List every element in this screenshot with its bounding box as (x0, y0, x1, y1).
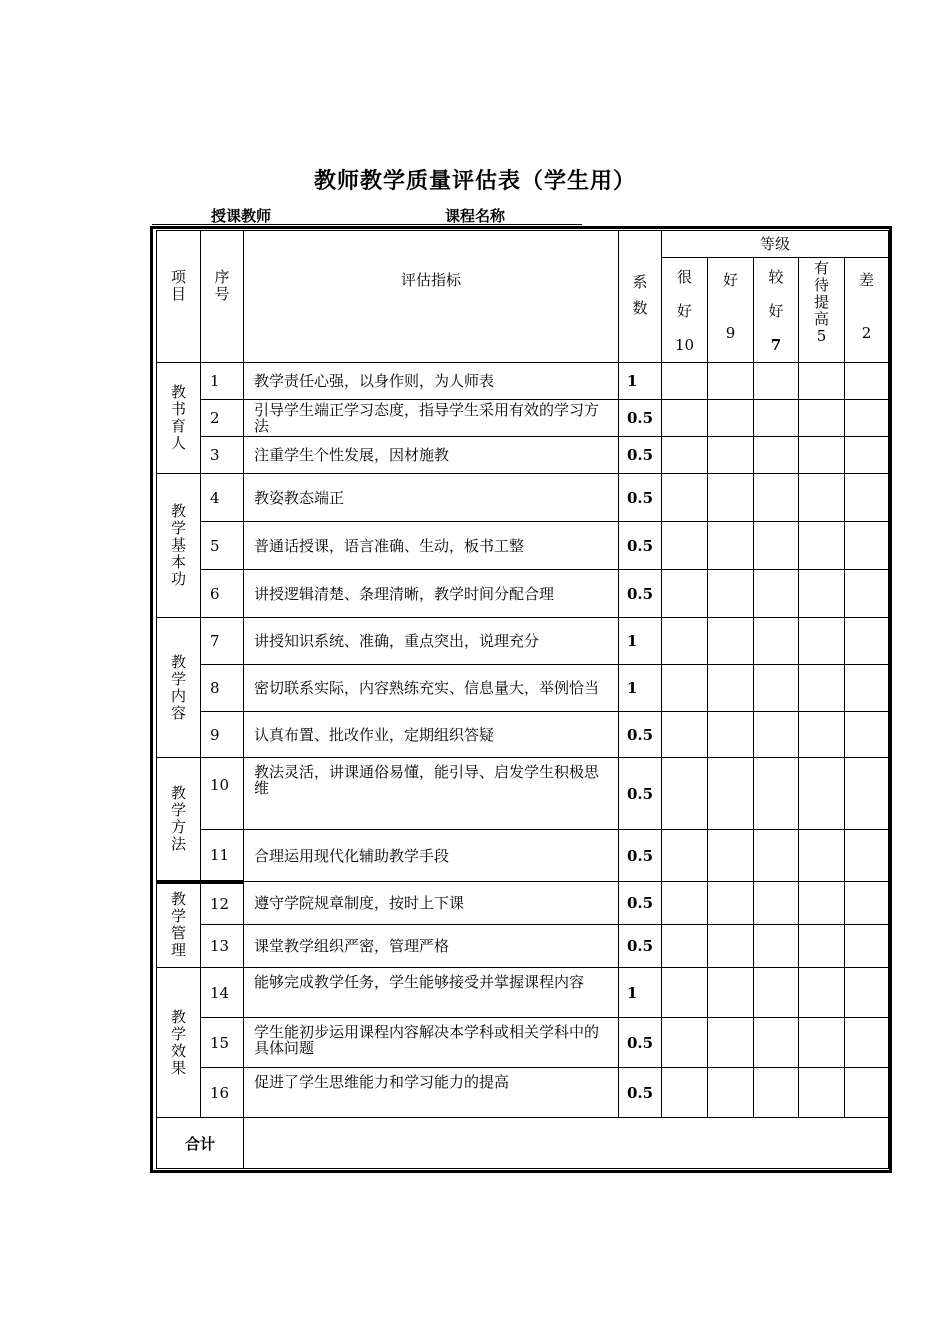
grade-good-score: 9 (725, 323, 736, 342)
category-label: 教学效果 (170, 1007, 186, 1077)
rating-cell[interactable] (754, 400, 799, 437)
rating-cell[interactable] (845, 830, 889, 882)
rating-cell[interactable] (845, 437, 889, 474)
header-seq (201, 231, 244, 363)
table-row (157, 1018, 889, 1068)
row-coef: 0.5 (619, 474, 662, 522)
row-coef: 1 (619, 968, 662, 1018)
rating-cell[interactable] (662, 618, 708, 665)
row-coef: 0.5 (619, 1018, 662, 1068)
rating-cell[interactable] (662, 882, 708, 925)
row-coef: 0.5 (619, 400, 662, 437)
rating-cell[interactable] (754, 570, 799, 618)
rating-cell[interactable] (708, 882, 754, 925)
rating-cell[interactable] (708, 758, 754, 830)
header-coef (619, 231, 662, 363)
rating-cell[interactable] (754, 363, 799, 400)
row-indicator: 注重学生个性发展，因材施教 (244, 437, 619, 474)
row-coef: 0.5 (619, 830, 662, 882)
rating-cell[interactable] (662, 363, 708, 400)
rating-cell[interactable] (845, 618, 889, 665)
rating-cell[interactable] (708, 712, 754, 758)
grade-good (708, 258, 754, 363)
row-indicator: 密切联系实际，内容熟练充实、信息量大，举例恰当 (244, 665, 619, 712)
category-label: 教书育人 (170, 383, 186, 452)
rating-cell[interactable] (754, 758, 799, 830)
category-label: 教学方法 (170, 783, 186, 853)
row-seq: 8 (201, 665, 244, 712)
row-coef: 0.5 (619, 570, 662, 618)
row-indicator: 讲授知识系统、准确，重点突出，说理充分 (244, 618, 619, 665)
row-seq: 6 (201, 570, 244, 618)
grade-needs-improvement (799, 258, 845, 363)
rating-cell[interactable] (799, 665, 845, 712)
rating-cell[interactable] (845, 968, 889, 1018)
rating-cell[interactable] (799, 474, 845, 522)
rating-cell[interactable] (845, 1068, 889, 1118)
grade-poor-score: 2 (861, 323, 872, 342)
table-row (157, 758, 889, 830)
rating-cell[interactable] (708, 437, 754, 474)
row-indicator: 认真布置、批改作业，定期组织答疑 (244, 712, 619, 758)
rating-cell[interactable] (799, 968, 845, 1018)
row-indicator: 课堂教学组织严密，管理严格 (244, 925, 619, 968)
row-indicator: 能够完成教学任务，学生能够接受并掌握课程内容 (244, 968, 619, 1018)
category-label: 教学管理 (170, 890, 186, 960)
rating-cell[interactable] (708, 665, 754, 712)
course-label: 课程名称 (445, 207, 506, 225)
rating-cell[interactable] (708, 618, 754, 665)
grade-needs-improvement-label: 有待提高 (813, 259, 829, 328)
row-indicator: 教学责任心强，以身作则，为人师表 (244, 363, 619, 400)
page-title: 教师教学质量评估表（学生用） (313, 168, 636, 194)
header-coef-text: 系数 (632, 273, 648, 317)
rating-cell[interactable] (799, 1068, 845, 1118)
table-row (157, 437, 889, 474)
rating-cell[interactable] (845, 522, 889, 570)
table-row (157, 618, 889, 665)
rating-cell[interactable] (708, 522, 754, 570)
row-indicator: 学生能初步运用课程内容解决本学科或相关学科中的具体问题 (244, 1018, 619, 1068)
row-seq: 5 (201, 522, 244, 570)
row-coef: 0.5 (619, 437, 662, 474)
grade-fairly-good-label: 较好 (768, 268, 784, 320)
rating-cell[interactable] (799, 437, 845, 474)
grade-good-label: 好 (722, 270, 738, 289)
table-row (157, 570, 889, 618)
table-row (157, 474, 889, 522)
table-row (157, 1068, 889, 1118)
rating-cell[interactable] (845, 570, 889, 618)
table-row (157, 400, 889, 437)
category-label: 教学内容 (170, 652, 186, 722)
row-indicator: 合理运用现代化辅助教学手段 (244, 830, 619, 882)
rating-cell[interactable] (662, 712, 708, 758)
row-coef: 0.5 (619, 925, 662, 968)
total-label: 合计 (157, 1118, 244, 1169)
rating-cell[interactable] (845, 665, 889, 712)
category-cell (157, 758, 201, 882)
row-coef: 1 (619, 665, 662, 712)
table-row (157, 712, 889, 758)
row-indicator: 教姿教态端正 (244, 474, 619, 522)
rating-cell[interactable] (845, 712, 889, 758)
row-indicator: 促进了学生思维能力和学习能力的提高 (244, 1068, 619, 1118)
row-seq: 3 (201, 437, 244, 474)
evaluation-table (156, 230, 889, 1169)
row-indicator: 引导学生端正学习态度，指导学生采用有效的学习方法 (244, 400, 619, 437)
rating-cell[interactable] (799, 882, 845, 925)
rating-cell[interactable] (708, 925, 754, 968)
teacher-label: 授课教师 (211, 207, 272, 225)
table-row (157, 363, 889, 400)
rating-cell[interactable] (754, 1068, 799, 1118)
rating-cell[interactable] (708, 570, 754, 618)
category-cell (157, 363, 201, 474)
header-item-text: 项目 (170, 268, 186, 303)
rating-cell[interactable] (662, 570, 708, 618)
table-row (157, 925, 889, 968)
row-indicator: 普通话授课，语言准确、生动，板书工整 (244, 522, 619, 570)
rating-cell[interactable] (708, 474, 754, 522)
row-seq: 2 (201, 400, 244, 437)
rating-cell[interactable] (845, 925, 889, 968)
category-cell (157, 882, 201, 968)
rating-cell[interactable] (754, 437, 799, 474)
rating-cell[interactable] (754, 925, 799, 968)
row-seq: 10 (201, 758, 244, 830)
table-row (157, 522, 889, 570)
rating-cell[interactable] (754, 968, 799, 1018)
row-seq: 13 (201, 925, 244, 968)
header-item (157, 231, 201, 363)
row-seq: 11 (201, 830, 244, 882)
total-row (157, 1118, 889, 1169)
rating-cell[interactable] (662, 1018, 708, 1068)
rating-cell[interactable] (662, 830, 708, 882)
rating-cell[interactable] (845, 1018, 889, 1068)
rating-cell[interactable] (799, 618, 845, 665)
category-cell (157, 474, 201, 618)
rating-cell[interactable] (799, 400, 845, 437)
row-indicator: 遵守学院规章制度，按时上下课 (244, 882, 619, 925)
row-coef: 0.5 (619, 882, 662, 925)
rating-cell[interactable] (662, 400, 708, 437)
rating-cell[interactable] (662, 1068, 708, 1118)
rating-cell[interactable] (662, 758, 708, 830)
row-seq: 1 (201, 363, 244, 400)
meta-underline (152, 224, 582, 225)
rating-cell[interactable] (799, 712, 845, 758)
table-row (157, 968, 889, 1018)
grade-very-good-label: 很好 (676, 268, 692, 320)
grade-very-good-score: 10 (674, 336, 695, 354)
rating-cell[interactable] (845, 363, 889, 400)
rating-cell[interactable] (662, 925, 708, 968)
rating-cell[interactable] (754, 618, 799, 665)
rating-cell[interactable] (754, 474, 799, 522)
header-seq-text: 序号 (214, 268, 230, 303)
row-seq: 15 (201, 1018, 244, 1068)
rating-cell[interactable] (662, 968, 708, 1018)
rating-cell[interactable] (754, 522, 799, 570)
grade-fairly-good-score: 7 (770, 336, 782, 354)
rating-cell[interactable] (662, 665, 708, 712)
rating-cell[interactable] (754, 830, 799, 882)
rating-cell[interactable] (662, 474, 708, 522)
rating-cell[interactable] (799, 522, 845, 570)
table-row (157, 882, 889, 925)
row-coef: 0.5 (619, 1068, 662, 1118)
rating-cell[interactable] (799, 570, 845, 618)
category-cell (157, 968, 201, 1118)
rating-cell[interactable] (754, 665, 799, 712)
header-indicator (244, 231, 619, 363)
row-seq: 14 (201, 968, 244, 1018)
row-indicator: 讲授逻辑清楚、条理清晰，教学时间分配合理 (244, 570, 619, 618)
row-seq: 7 (201, 618, 244, 665)
rating-cell[interactable] (754, 712, 799, 758)
header-indicator-text: 评估指标 (400, 271, 461, 289)
row-seq: 9 (201, 712, 244, 758)
row-coef: 1 (619, 618, 662, 665)
rating-cell[interactable] (799, 758, 845, 830)
total-value-cell[interactable] (244, 1118, 889, 1169)
table-row (157, 830, 889, 882)
rating-cell[interactable] (799, 830, 845, 882)
rating-cell[interactable] (845, 758, 889, 830)
rating-cell[interactable] (754, 1018, 799, 1068)
grade-poor (845, 258, 889, 363)
rating-cell[interactable] (845, 400, 889, 437)
rating-cell[interactable] (708, 363, 754, 400)
rating-cell[interactable] (799, 1018, 845, 1068)
row-seq: 16 (201, 1068, 244, 1118)
rating-cell[interactable] (708, 400, 754, 437)
grade-fairly-good (754, 258, 799, 363)
header-grade-group: 等级 (662, 231, 889, 258)
rating-cell[interactable] (662, 522, 708, 570)
rating-cell[interactable] (754, 882, 799, 925)
rating-cell[interactable] (662, 437, 708, 474)
rating-cell[interactable] (799, 363, 845, 400)
rating-cell[interactable] (708, 830, 754, 882)
grade-poor-label: 差 (858, 270, 874, 289)
row-coef: 0.5 (619, 712, 662, 758)
table-row (157, 665, 889, 712)
rating-cell[interactable] (708, 1018, 754, 1068)
rating-cell[interactable] (845, 882, 889, 925)
row-coef: 1 (619, 363, 662, 400)
category-cell (157, 618, 201, 758)
row-seq: 12 (201, 882, 244, 925)
row-coef: 0.5 (619, 758, 662, 830)
grade-very-good (662, 258, 708, 363)
grade-needs-improvement-score: 5 (816, 327, 827, 345)
category-label: 教学基本功 (170, 502, 186, 588)
rating-cell[interactable] (708, 968, 754, 1018)
rating-cell[interactable] (799, 925, 845, 968)
rating-cell[interactable] (708, 1068, 754, 1118)
row-seq: 4 (201, 474, 244, 522)
row-coef: 0.5 (619, 522, 662, 570)
row-indicator: 教法灵活，讲课通俗易懂，能引导、启发学生积极思维 (244, 758, 619, 830)
rating-cell[interactable] (845, 474, 889, 522)
